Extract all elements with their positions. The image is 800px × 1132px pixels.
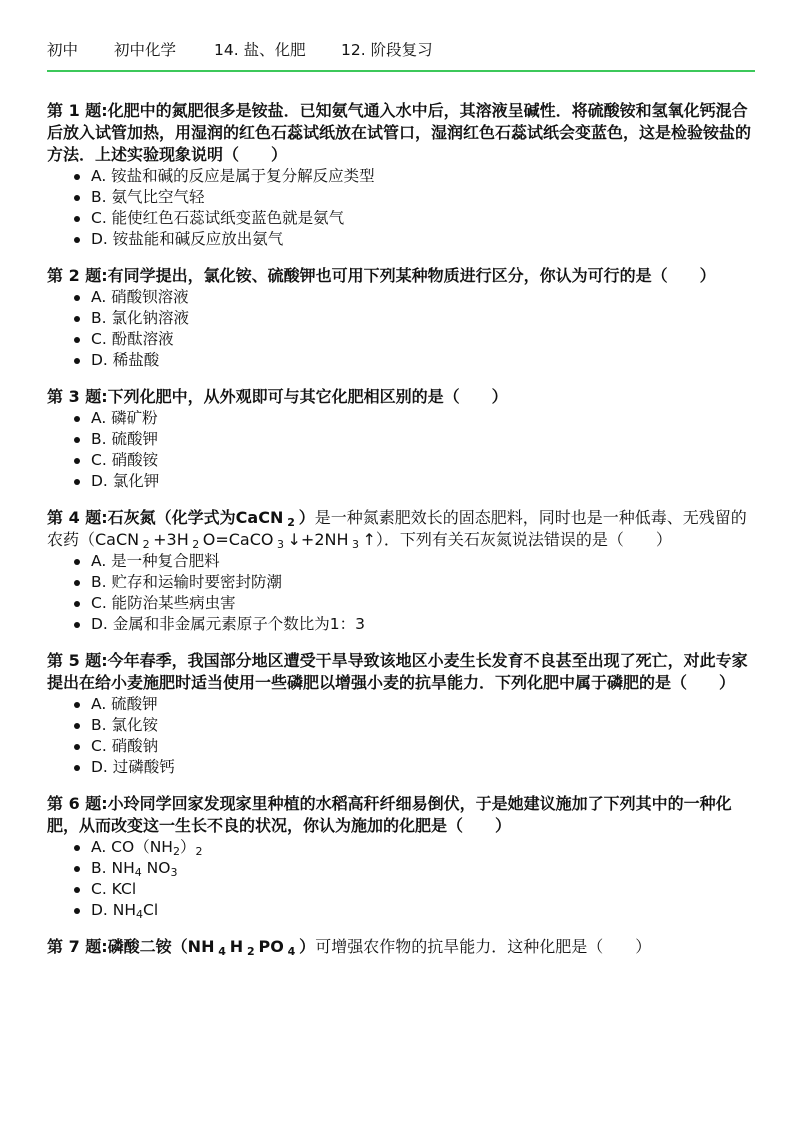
option-b[interactable]	[47, 308, 755, 329]
question-title: 第 2 题:有同学提出，氯化铵、硫酸钾也可用下列某种物质进行区分，你认为可行的是（ ）	[47, 266, 716, 285]
option-a[interactable]	[47, 837, 755, 858]
bullet-icon	[74, 337, 80, 343]
option-b[interactable]	[47, 715, 755, 736]
option-d[interactable]	[47, 229, 755, 250]
bullet-icon	[74, 622, 80, 628]
option-d[interactable]	[47, 757, 755, 778]
option-text: B. 氯化钠溶液	[91, 309, 189, 327]
option-b[interactable]	[47, 858, 755, 879]
question-title: 第 6 题:小玲同学回家发现家里种植的水稻高秆纤细易倒伏，于是她建议施加了下列其中的一种化肥，从而改变这一生长不良的状况，你认为施加的化肥是（ ）	[47, 794, 732, 835]
option-list	[47, 287, 755, 371]
bullet-icon	[74, 866, 80, 872]
option-d[interactable]	[47, 350, 755, 371]
bullet-icon	[74, 702, 80, 708]
option-list	[47, 408, 755, 492]
option-text: A. 是一种复合肥料	[91, 552, 220, 570]
question-title: 第 1 题:化肥中的氮肥很多是铵盐．已知氨气通入水中后，其溶液呈碱性．将硫酸铵和氢氧化钙混合后放入试管加热，用湿润的红色石蕊试纸放在试管口，湿润红色石蕊试纸会变蓝色，这是检验铵盐的方法．上述实验现象说明（ ）	[47, 101, 752, 164]
option-c[interactable]	[47, 736, 755, 757]
question-title: 第 7 题:磷酸二铵（NH $_4$ H $_2$ PO $_4$ ）可增强农作物的抗旱能力．这种化肥是（ ）	[47, 937, 652, 958]
question-title: 第 3 题:下列化肥中，从外观即可与其它化肥相区别的是（ ）	[47, 387, 508, 406]
option-text: C. 能防治某些病虫害	[91, 594, 236, 612]
breadcrumb	[47, 39, 753, 61]
breadcrumb-section[interactable]: 12. 阶段复习	[341, 41, 433, 59]
header-divider	[47, 70, 755, 72]
breadcrumb-subject[interactable]: 初中化学	[114, 41, 177, 59]
option-text: D. $NH_4Cl$	[91, 901, 159, 921]
option-text: B. 氨气比空气轻	[91, 188, 205, 206]
option-a[interactable]	[47, 287, 755, 308]
question-3	[47, 386, 755, 492]
question-title: 第 5 题:今年春季，我国部分地区遭受干旱导致该地区小麦生长发育不良甚至出现了死亡，对此专家提出在给小麦施肥时适当使用一些磷肥以增强小麦的抗旱能力．下列化肥中属于磷肥的是（ ）	[47, 651, 748, 692]
bullet-icon	[74, 316, 80, 322]
option-a[interactable]	[47, 551, 755, 572]
option-text: A. 铵盐和碱的反应是属于复分解反应类型	[91, 167, 375, 185]
option-a[interactable]	[47, 166, 755, 187]
question-2	[47, 265, 755, 371]
option-text: D. 过磷酸钙	[91, 758, 175, 776]
bullet-icon	[74, 723, 80, 729]
option-text: A. 硫酸钾	[91, 695, 158, 713]
bullet-icon	[74, 908, 80, 914]
option-text: C. 酚酞溶液	[91, 330, 174, 348]
bullet-icon	[74, 744, 80, 750]
option-c[interactable]	[47, 593, 755, 614]
option-d[interactable]	[47, 471, 755, 492]
question-5	[47, 650, 755, 778]
option-list	[47, 551, 755, 635]
bullet-icon	[74, 845, 80, 851]
bullet-icon	[74, 295, 80, 301]
option-text: A. 硝酸钡溶液	[91, 288, 189, 306]
option-c[interactable]	[47, 879, 755, 900]
option-b[interactable]	[47, 572, 755, 593]
option-d[interactable]	[47, 614, 755, 635]
breadcrumb-chapter[interactable]: 14. 盐、化肥	[214, 41, 306, 59]
option-text: C. KCl	[91, 880, 137, 898]
option-text: C. 硝酸铵	[91, 451, 159, 469]
bullet-icon	[74, 887, 80, 893]
option-a[interactable]	[47, 694, 755, 715]
option-text: C. 硝酸钠	[91, 737, 159, 755]
bullet-icon	[74, 765, 80, 771]
option-list	[47, 837, 755, 921]
option-text: D. 金属和非金属元素原子个数比为1：3	[91, 615, 366, 633]
bullet-icon	[74, 358, 80, 364]
option-a[interactable]	[47, 408, 755, 429]
option-text: B. 硫酸钾	[91, 430, 158, 448]
question-7	[47, 936, 755, 958]
question-4	[47, 507, 755, 635]
bullet-icon	[74, 580, 80, 586]
bullet-icon	[74, 458, 80, 464]
question-1	[47, 100, 755, 250]
question-6	[47, 793, 755, 921]
question-title: 第 4 题:石灰氮（化学式为CaCN $_2$ ）是一种氮素肥效长的固态肥料，同时也是一种低毒、无残留的农药（CaCN $_2$ +3H $_2$ O=CaCO $_3$ ↓+2NH $_3$ ↑）．下列有关石灰氮说法错误的是（ ）	[47, 508, 747, 551]
option-text: B. 贮存和运输时要密封防潮	[91, 573, 282, 591]
bullet-icon	[74, 416, 80, 422]
breadcrumb-level[interactable]: 初中	[47, 41, 79, 59]
option-text: D. 氯化钾	[91, 472, 160, 490]
option-text: A. 磷矿粉	[91, 409, 158, 427]
question-list	[47, 100, 755, 973]
option-c[interactable]	[47, 450, 755, 471]
bullet-icon	[74, 237, 80, 243]
bullet-icon	[74, 195, 80, 201]
bullet-icon	[74, 174, 80, 180]
option-text: B. $NH_4$ $NO_3$	[91, 859, 178, 879]
option-b[interactable]	[47, 187, 755, 208]
option-text: A. $CO(NH_2)_2$	[91, 838, 203, 858]
option-c[interactable]	[47, 208, 755, 229]
option-list	[47, 166, 755, 250]
option-text: D. 铵盐能和碱反应放出氨气	[91, 230, 284, 248]
option-d[interactable]	[47, 900, 755, 921]
bullet-icon	[74, 559, 80, 565]
option-list	[47, 694, 755, 778]
option-text: C. 能使红色石蕊试纸变蓝色就是氨气	[91, 209, 345, 227]
option-b[interactable]	[47, 429, 755, 450]
bullet-icon	[74, 601, 80, 607]
bullet-icon	[74, 479, 80, 485]
option-text: B. 氯化铵	[91, 716, 158, 734]
option-c[interactable]	[47, 329, 755, 350]
bullet-icon	[74, 437, 80, 443]
bullet-icon	[74, 216, 80, 222]
option-text: D. 稀盐酸	[91, 351, 160, 369]
